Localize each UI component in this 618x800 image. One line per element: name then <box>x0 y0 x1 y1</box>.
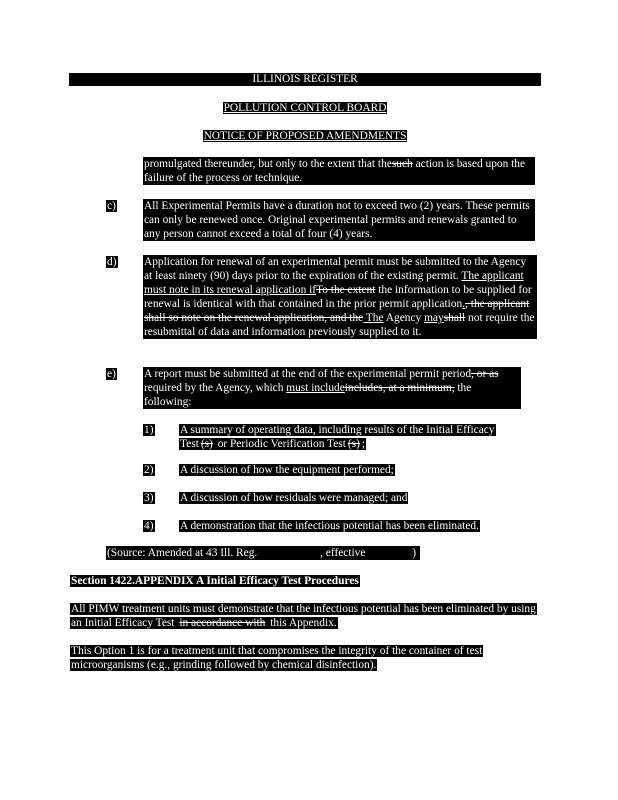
item-d-text-1: Application for renewal of an experimental permit must be submitted to the Agency at least ninety (90) days prior to the expiration of the existing permit. <box>144 256 527 282</box>
item-d-text-4: not require the resubmittal of data and information previously supplied to it. <box>144 312 535 338</box>
sub-item-1-text-3: ; <box>361 438 366 450</box>
sub-item-3-row <box>179 491 408 505</box>
sub-item-4-marker: 4) <box>144 520 154 532</box>
sub-item-3-text: A discussion of how residuals were managed; and <box>180 492 408 504</box>
item-d-paragraph <box>143 255 537 339</box>
item-d-inserted-1: The applicant must note in its renewal application if <box>144 270 524 296</box>
item-d-inserted-4: may <box>424 312 444 324</box>
notice-title-row <box>69 129 541 143</box>
section-heading-row <box>70 574 360 588</box>
item-d-marker: d) <box>107 256 117 268</box>
sub-item-2-marker-box <box>143 463 155 477</box>
section-p2-text: This Option 1 is for a treatment unit that compromises the integrity of the container of test microorganisms (e.g., grinding followed by chemical disinfection). <box>71 645 483 671</box>
section-p1-text-1: All PIMW treatment units must demonstrate that the infectious potential has been eliminated by using an Initial Efficacy Test <box>71 603 536 629</box>
sub-item-4-row <box>179 519 480 533</box>
item-e-inserted-1: must include <box>286 382 345 394</box>
source-end: ) <box>412 547 417 559</box>
continuation-paragraph <box>143 157 535 185</box>
section-p1-struck: in accordance with <box>179 617 266 629</box>
item-e-struck-1: , or as <box>471 368 499 380</box>
board-title: POLLUTION CONTROL BOARD <box>223 102 387 114</box>
item-c-text: All Experimental Permits have a duration not to exceed two (2) years. These permits can only be renewed once. Original experimental permits and renewals granted to any person cannot exceed a total of four (4) years. <box>144 200 530 240</box>
item-e-struck-2: includes, at a minimum, <box>344 382 455 394</box>
sub-item-3-marker: 3) <box>144 492 154 504</box>
sub-item-1-text-1: A summary of operating data, including results of the Initial Efficacy Test <box>180 424 495 450</box>
item-d-inserted-3: The <box>363 312 384 324</box>
item-d-struck-1: To the extent <box>316 284 376 296</box>
sub-item-1-struck-1: (s) <box>200 438 213 450</box>
source-note <box>106 546 420 560</box>
item-c-marker: c) <box>107 200 116 212</box>
section-paragraph-2 <box>70 644 514 672</box>
item-e-text-2: required by the Agency, which <box>144 382 287 394</box>
item-c-paragraph <box>143 199 535 241</box>
item-d-struck-3: shall <box>443 312 466 324</box>
item-d-marker-box <box>106 255 118 269</box>
sub-item-2-text: A discussion of how the equipment performed; <box>180 464 394 476</box>
sub-item-4-text: A demonstration that the infectious potential has been eliminated. <box>180 520 479 532</box>
item-e-text-3: the following: <box>144 382 472 408</box>
continuation-text-1: promulgated thereunder, but only to the extent that the <box>144 158 392 170</box>
item-d-inserted-2: . <box>462 298 466 310</box>
section-heading: Section 1422.APPENDIX A Initial Efficacy Test Procedures <box>71 575 359 587</box>
sub-item-2-marker: 2) <box>144 464 154 476</box>
item-e-paragraph <box>143 367 521 409</box>
register-title-bar <box>69 73 541 86</box>
sub-item-3-marker-box <box>143 491 155 505</box>
sub-item-1-paragraph <box>179 423 515 451</box>
sub-item-4-marker-box <box>143 519 155 533</box>
sub-item-1-marker: 1) <box>144 424 154 436</box>
section-p1-text-2: this Appendix. <box>267 617 337 629</box>
item-c-marker-box <box>106 199 117 213</box>
item-e-marker: e) <box>107 368 116 380</box>
section-paragraph-1 <box>70 602 536 630</box>
sub-item-2-row <box>179 463 395 477</box>
notice-title: NOTICE OF PROPOSED AMENDMENTS <box>203 130 407 142</box>
sub-item-1-marker-box <box>143 423 155 437</box>
sub-item-1-text-2: or Periodic Verification Test <box>214 438 346 450</box>
source-text: (Source: Amended at 43 Ill. Reg. <box>107 547 261 559</box>
continuation-struck: such <box>391 158 413 170</box>
item-d-text-2: the information to be supplied for renewal is identical with that contained in the prior permit application <box>144 284 532 310</box>
sub-item-1-struck-2: (s) <box>347 438 360 450</box>
item-d-struck-2: , the applicant shall so note on the renewal application, and the <box>144 298 530 324</box>
board-title-row <box>69 101 541 115</box>
source-effective: , effective <box>320 547 369 559</box>
item-e-text-1: A report must be submitted at the end of the experimental permit period <box>144 368 472 380</box>
register-title: ILLINOIS REGISTER <box>252 73 358 85</box>
continuation-text-2: action is based upon the failure of the process or technique. <box>144 158 526 184</box>
item-d-text-3: Agency <box>383 312 425 324</box>
item-e-marker-box <box>106 367 117 381</box>
